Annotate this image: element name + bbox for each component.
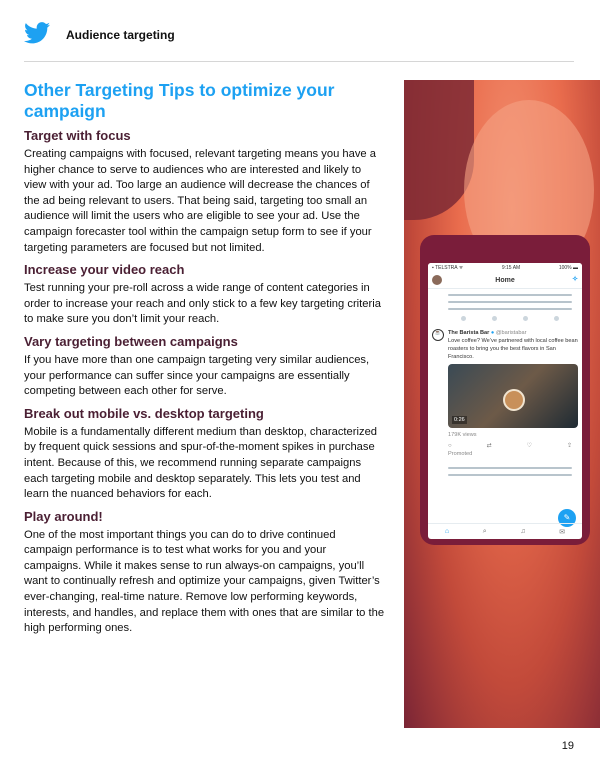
placeholder-line <box>448 308 572 310</box>
page-title: Other Targeting Tips to optimize your campaign <box>24 80 335 121</box>
promoted-tweet[interactable] <box>428 325 582 462</box>
main-content <box>24 80 386 643</box>
section-body: If you have more than one campaign targeting very similar audiences, your performance can suffer since your campaigns are essentially competing between each other for serve. <box>24 353 370 398</box>
section-heading: Break out mobile vs. desktop targeting <box>24 405 264 421</box>
tweet-actions <box>448 442 578 450</box>
section-body: One of the most important things you can do to drive continued campaign performance is to test what works for you and your campaigns. While it makes sense to run always-on campaigns, you’ll want to continually refresh and optimize your campaigns, given Twitter’s ever-changing, real-time nature. Remove low performing keywords, interests, and handles, and replace them with ones that are similar to the high performing ones. <box>24 528 385 635</box>
section-body: Test running your pre-roll across a wide range of content categories in order to increase your reach and only stick to a few key targeting criteria to make sure you don’t limit your reach. <box>24 282 381 326</box>
placeholder-line <box>448 301 572 303</box>
brand-avatar-icon: ☕ <box>432 329 444 341</box>
tab-bar <box>428 523 582 539</box>
section-heading: Vary targeting between campaigns <box>24 333 238 349</box>
like-icon[interactable]: ♡ <box>526 443 532 449</box>
tweet-handle: @baristabar <box>495 330 527 336</box>
carrier: ▪ TELSTRA ᯤ <box>432 265 464 271</box>
share-icon[interactable]: ⇪ <box>566 443 572 449</box>
promoted-label: Promoted <box>448 451 473 457</box>
reply-icon[interactable]: ○ <box>448 443 452 449</box>
sparkle-icon[interactable]: ✧ <box>572 276 578 283</box>
phone-screen <box>428 263 582 539</box>
compose-button[interactable]: ✎ <box>558 509 576 527</box>
placeholder-line <box>448 474 572 476</box>
verified-icon: ● <box>490 330 495 336</box>
avatar[interactable] <box>432 275 442 285</box>
section-body: Creating campaigns with focused, relevant targeting means you have a higher chance to serve to audiences who are interested and likely to view with your ad. Too large an audience will decrease the chances of the ad being relevant to users. That being said, targeting too small an audience will limit the users who are eligible to see your ad. Use the campaign forecaster tool within the campaign setup form to see if your targeting parameters are focused but not limited. <box>24 148 376 254</box>
status-bar <box>428 263 582 273</box>
section-body: Mobile is a fundamentally different medium than desktop, characterized by frequent quick sessions and spur-of-the-moment spikes in purchase intent. Because of this, we recommend running separate campaigns each targeting mobile and desktop separately. This lets you test and learn the nuanced behaviors for each. <box>24 425 378 501</box>
tweet-video[interactable] <box>448 364 578 428</box>
header-divider <box>24 61 574 62</box>
section-heading: Target with focus <box>24 128 131 143</box>
battery: 100% ▬ <box>558 265 578 271</box>
video-duration: 0:26 <box>454 417 465 423</box>
search-tab-icon[interactable]: ⌕ <box>482 527 487 535</box>
twitter-logo-icon <box>24 22 50 44</box>
clock: 9:15 AM <box>501 265 521 271</box>
tweet-text: Love coffee? We’ve partnered with local coffee bean roasters to bring you the best flavors in San Francisco. <box>448 338 578 360</box>
section-header: Audience targeting <box>66 28 175 42</box>
section-heading: Play around! <box>24 508 103 524</box>
phone-mockup <box>420 235 590 545</box>
placeholder-line <box>448 294 572 296</box>
screen-title: Home <box>495 277 515 284</box>
latte-art <box>503 389 525 411</box>
view-count: 179K views <box>448 432 477 438</box>
placeholder-actions <box>448 316 572 321</box>
app-header <box>428 273 582 289</box>
retweet-icon[interactable]: ⇄ <box>486 443 492 449</box>
tweet-name: The Barista Bar <box>448 330 490 336</box>
messages-tab-icon[interactable]: ✉ <box>559 528 566 536</box>
page-number: 19 <box>561 740 574 752</box>
section-heading: Increase your video reach <box>24 262 185 278</box>
placeholder-line <box>448 467 572 469</box>
home-tab-icon[interactable]: ⌂ <box>444 528 450 535</box>
notifications-tab-icon[interactable]: ♫ <box>520 528 526 535</box>
